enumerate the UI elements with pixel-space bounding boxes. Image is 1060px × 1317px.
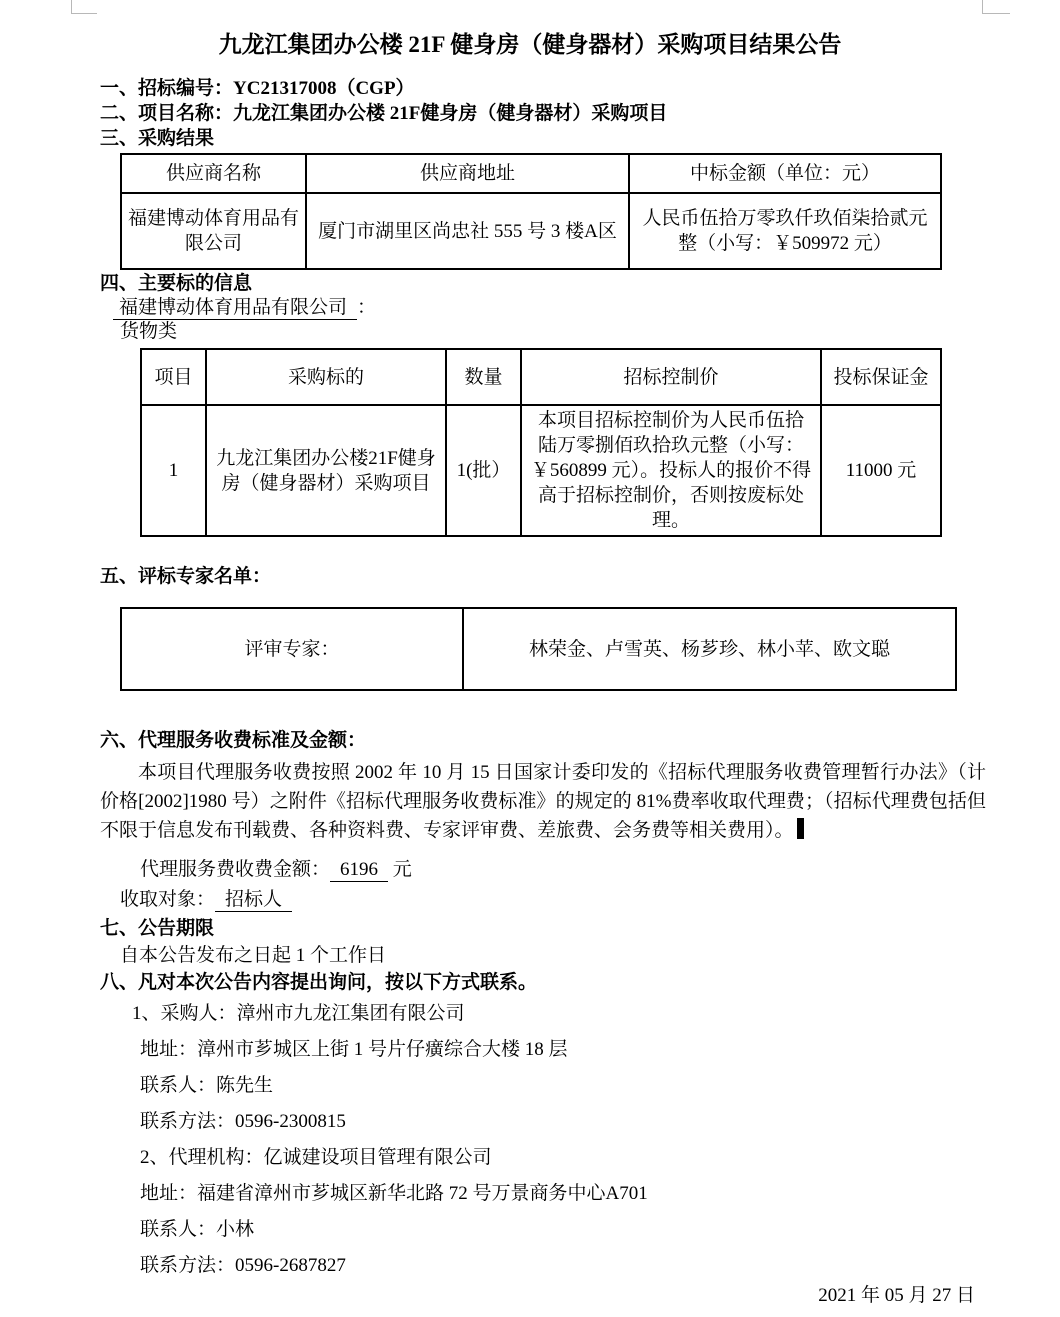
cell-experts-label: 评审专家： [121,608,463,690]
cell-subject: 九龙江集团办公楼21F健身房（健身器材）采购项目 [206,405,446,536]
subject-supplier-line [113,296,1060,320]
fee-amount-label: 代理服务费收费金额： [140,859,331,880]
subject-supplier-colon: ： [357,297,377,318]
margin-crop-mark-right [982,0,1010,14]
agent-address: 地址：福建省漳州市芗城区新华北路 72 号万景商务中心A701 [140,1183,648,1204]
fee-payer-label: 收取对象： [120,889,216,910]
buyer-address: 地址：漳州市芗城区上街 1 号片仔癀综合大楼 18 层 [140,1039,568,1060]
cell-bid-bond: 11000 元 [821,405,941,536]
agent-contact-person: 联系人：小林 [140,1219,255,1240]
table-row [141,405,941,536]
agency-fee-text: 本项目代理服务收费按照 2002 年 10 月 15 日国家计委印发的《招标代理服务收费管理暂行办法》（计价格[2002]1980 号）之附件《招标代理服务收费标准》的规定的 81%费率收取代理费；（招标代理费包括但不限于信息发布刊载费、各种资料费、专家评审费、差旅费、会务费等相关费用）。 [100,762,986,841]
fee-payer-line [120,885,1060,915]
experts-table [120,607,957,691]
cell-control-price: 本项目招标控制价为人民币伍拾陆万零捌佰玖拾玖元整（小写：￥560899 元）。投标人的报价不得高于招标控制价，否则按废标处理。 [521,405,821,536]
goods-category-label: 货物类 [120,321,178,342]
buyer-contact-person: 联系人：陈先生 [140,1075,274,1096]
fee-payer-value: 招标人 [215,889,292,912]
section-2-project-name: 二、项目名称：九龙江集团办公楼 21F健身房（健身器材）采购项目 [100,103,668,124]
header-supplier-address: 供应商地址 [306,154,629,193]
procurement-result-table [120,153,942,270]
table-row [121,193,941,269]
header-item-no: 项目 [141,349,206,405]
section-7-heading: 七、公告期限 [100,918,215,939]
table-row [121,608,956,690]
agency-fee-paragraph [100,758,986,845]
table-header-row [121,154,941,193]
agent-line: 2、代理机构：亿诚建设项目管理有限公司 [140,1147,492,1168]
cell-supplier-name: 福建博动体育用品有限公司 [121,193,306,269]
cell-quantity: 1(批） [446,405,521,536]
cell-item-no: 1 [141,405,206,536]
header-supplier-name: 供应商名称 [121,154,306,193]
header-subject: 采购标的 [206,349,446,405]
cell-experts-names: 林荣金、卢雪英、杨芗珍、林小苹、欧文聪 [463,608,956,690]
section-6-heading: 六、代理服务收费标准及金额： [100,730,367,751]
buyer-line: 1、采购人：漳州市九龙江集团有限公司 [132,1003,465,1024]
buyer-phone: 联系方法：0596-2300815 [140,1111,346,1132]
text-cursor [797,818,804,839]
agency-fee-amount-line [140,855,1060,885]
announcement-period-text: 自本公告发布之日起 1 个工作日 [120,945,387,966]
section-1-tender-number: 一、招标编号：YC21317008（CGP） [100,78,415,99]
header-award-amount: 中标金额（单位：元） [629,154,941,193]
margin-crop-mark-left [71,0,97,14]
header-control-price: 招标控制价 [521,349,821,405]
cell-award-amount: 人民币伍拾万零玖仟玖佰柒拾贰元整（小写：￥509972 元） [629,193,941,269]
section-3-heading: 三、采购结果 [100,128,215,149]
subject-detail-table [140,348,942,537]
page-title: 九龙江集团办公楼 21F 健身房（健身器材）采购项目结果公告 [218,32,842,57]
publish-date: 2021 年 05 月 27 日 [818,1285,975,1306]
table-header-row [141,349,941,405]
subject-supplier-name: 福建博动体育用品有限公司 [113,297,357,320]
header-bid-bond: 投标保证金 [821,349,941,405]
fee-amount-value: 6196 [330,859,388,882]
fee-amount-unit: 元 [392,859,412,880]
cell-supplier-address: 厦门市湖里区尚忠社 555 号 3 楼A区 [306,193,629,269]
section-8-heading: 八、凡对本次公告内容提出询问，按以下方式联系。 [100,972,538,993]
section-4-heading: 四、主要标的信息 [100,273,253,294]
section-5-heading: 五、评标专家名单： [100,566,272,587]
header-quantity: 数量 [446,349,521,405]
agent-phone: 联系方法：0596-2687827 [140,1255,346,1276]
